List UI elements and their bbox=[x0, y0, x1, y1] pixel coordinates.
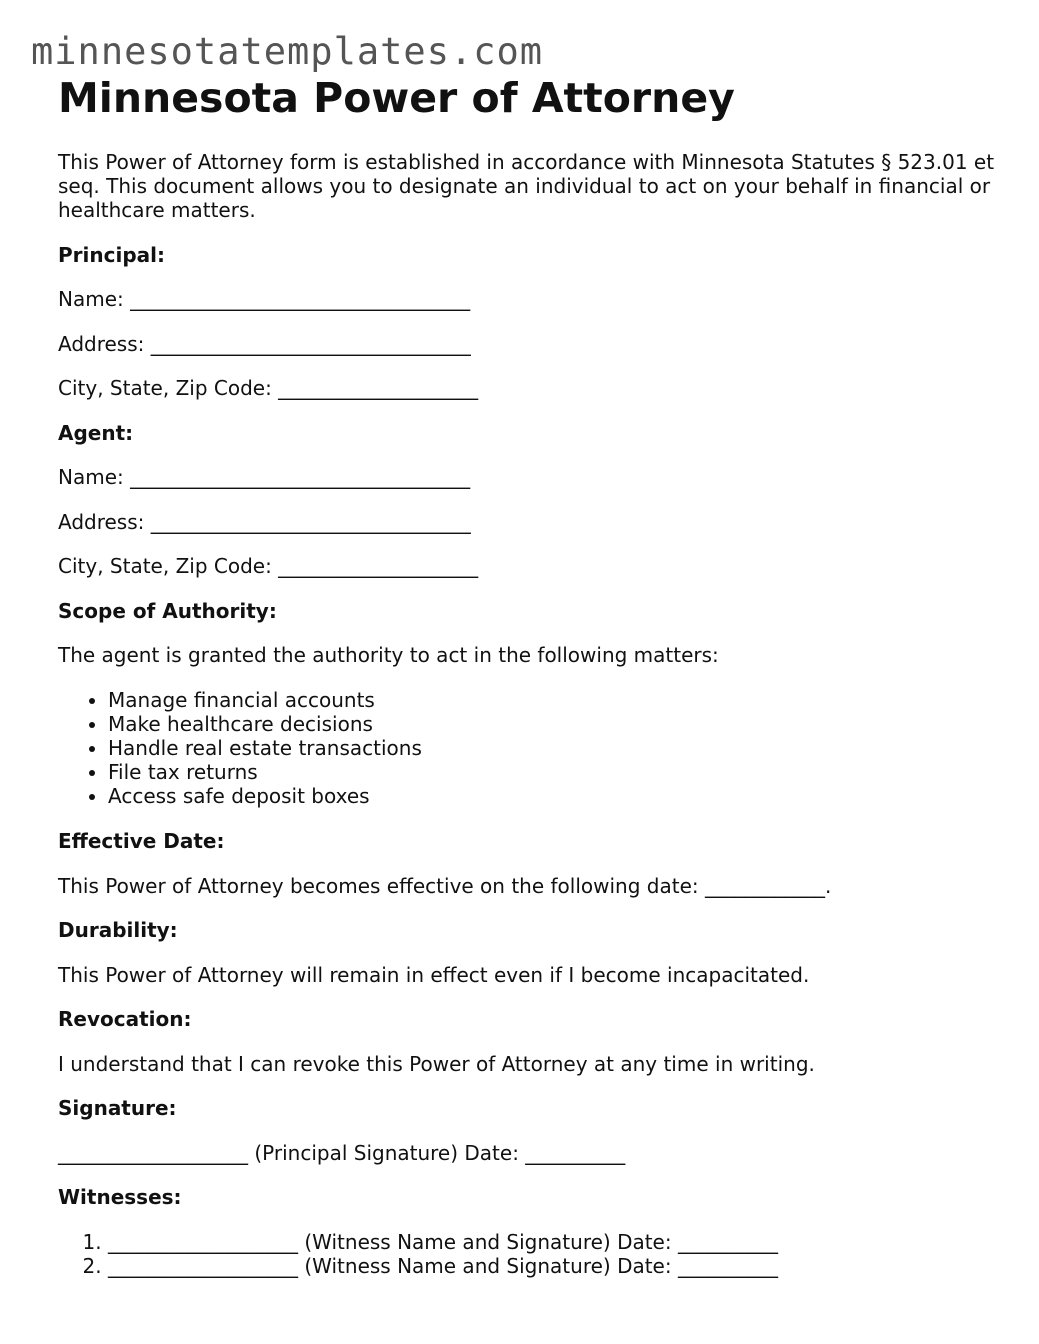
list-item: • Manage financial accounts bbox=[108, 688, 998, 712]
agent-city-field[interactable]: City, State, Zip Code: ____________________ bbox=[58, 554, 479, 578]
principal-signature-field[interactable]: ___________________ (Principal Signature) Date: __________ bbox=[58, 1140, 626, 1165]
list-item: • Handle real estate transactions bbox=[108, 736, 998, 760]
agent-address-field[interactable]: Address: ________________________________ bbox=[58, 509, 471, 534]
durability-text: This Power of Attorney will remain in effect even if I become incapacitated. bbox=[58, 962, 810, 987]
witness-signature-field[interactable]: 1. ___________________ (Witness Name and Signature) Date: __________ bbox=[108, 1230, 998, 1254]
principal-city-field[interactable]: City, State, Zip Code: ____________________ bbox=[58, 376, 479, 400]
document-body bbox=[58, 150, 998, 1278]
page-title: Minnesota Power of Attorney bbox=[58, 74, 735, 122]
watermark-text: minnesotatemplates.com bbox=[31, 30, 544, 73]
intro-paragraph: This Power of Attorney form is established in accordance with Minnesota Statutes § 523.01 et seq. This document allows you to designate an individual to act on your behalf in financial or healthcare matters. bbox=[58, 150, 995, 222]
list-item: • Access safe deposit boxes bbox=[108, 784, 998, 808]
signature-heading: Signature: bbox=[58, 1096, 177, 1121]
witnesses-heading: Witnesses: bbox=[58, 1185, 182, 1210]
witness-signature-field[interactable]: 2. ___________________ (Witness Name and Signature) Date: __________ bbox=[108, 1254, 998, 1278]
durability-heading: Durability: bbox=[58, 918, 178, 943]
principal-address-field[interactable]: Address: ________________________________ bbox=[58, 331, 471, 356]
agent-heading: Agent: bbox=[58, 420, 134, 445]
list-item: • File tax returns bbox=[108, 760, 998, 784]
effective-date-heading: Effective Date: bbox=[58, 829, 225, 854]
witnesses-list bbox=[58, 1230, 998, 1278]
effective-date-field[interactable]: This Power of Attorney becomes effective on the following date: ____________. bbox=[58, 873, 832, 898]
principal-name-field[interactable]: Name: __________________________________ bbox=[58, 287, 471, 311]
revocation-text: I understand that I can revoke this Power of Attorney at any time in writing. bbox=[58, 1051, 815, 1076]
principal-heading: Principal: bbox=[58, 242, 165, 267]
powers-list bbox=[58, 688, 998, 809]
scope-heading: Scope of Authority: bbox=[58, 598, 277, 623]
revocation-heading: Revocation: bbox=[58, 1007, 192, 1032]
list-item: • Make healthcare decisions bbox=[108, 712, 998, 736]
scope-text: The agent is granted the authority to act in the following matters: bbox=[58, 643, 719, 667]
agent-name-field[interactable]: Name: __________________________________ bbox=[58, 465, 471, 489]
